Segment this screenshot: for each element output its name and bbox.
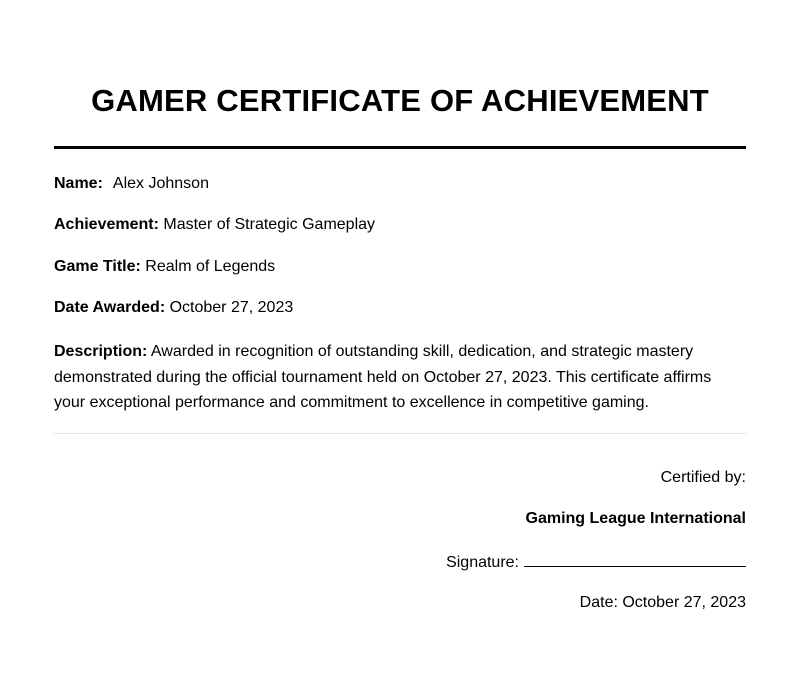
game-title-label: Game Title:	[54, 258, 141, 275]
name-value: Alex Johnson	[112, 175, 209, 192]
date-awarded-field	[54, 298, 746, 318]
certificate-title: GAMER CERTIFICATE OF ACHIEVEMENT	[91, 83, 709, 118]
certification-date: Date: October 27, 2023	[579, 594, 746, 611]
description-label: Description:	[54, 343, 148, 360]
description-value: Awarded in recognition of outstanding skill, dedication, and strategic mastery demonstrated during the official tournament held on October 27, 2023. This certificate affirms your exceptional performance and commitment to excellence in competitive gaming.	[54, 343, 712, 411]
title-divider	[54, 146, 746, 149]
game-title-value: Realm of Legends	[145, 258, 276, 275]
description-field	[54, 339, 746, 416]
date-awarded-label: Date Awarded:	[54, 299, 166, 316]
section-divider	[54, 433, 746, 434]
signature-line	[524, 551, 746, 567]
certified-by-label: Certified by:	[660, 469, 746, 486]
name-field	[54, 174, 746, 194]
signature-row	[446, 551, 746, 573]
date-awarded-value: October 27, 2023	[169, 299, 294, 316]
game-title-field	[54, 257, 746, 277]
achievement-label: Achievement:	[54, 216, 159, 233]
name-label: Name:	[54, 175, 103, 192]
achievement-field	[54, 215, 746, 235]
certifying-organization: Gaming League International	[525, 510, 746, 527]
achievement-value: Master of Strategic Gameplay	[163, 216, 376, 233]
signature-label: Signature:	[446, 554, 519, 571]
